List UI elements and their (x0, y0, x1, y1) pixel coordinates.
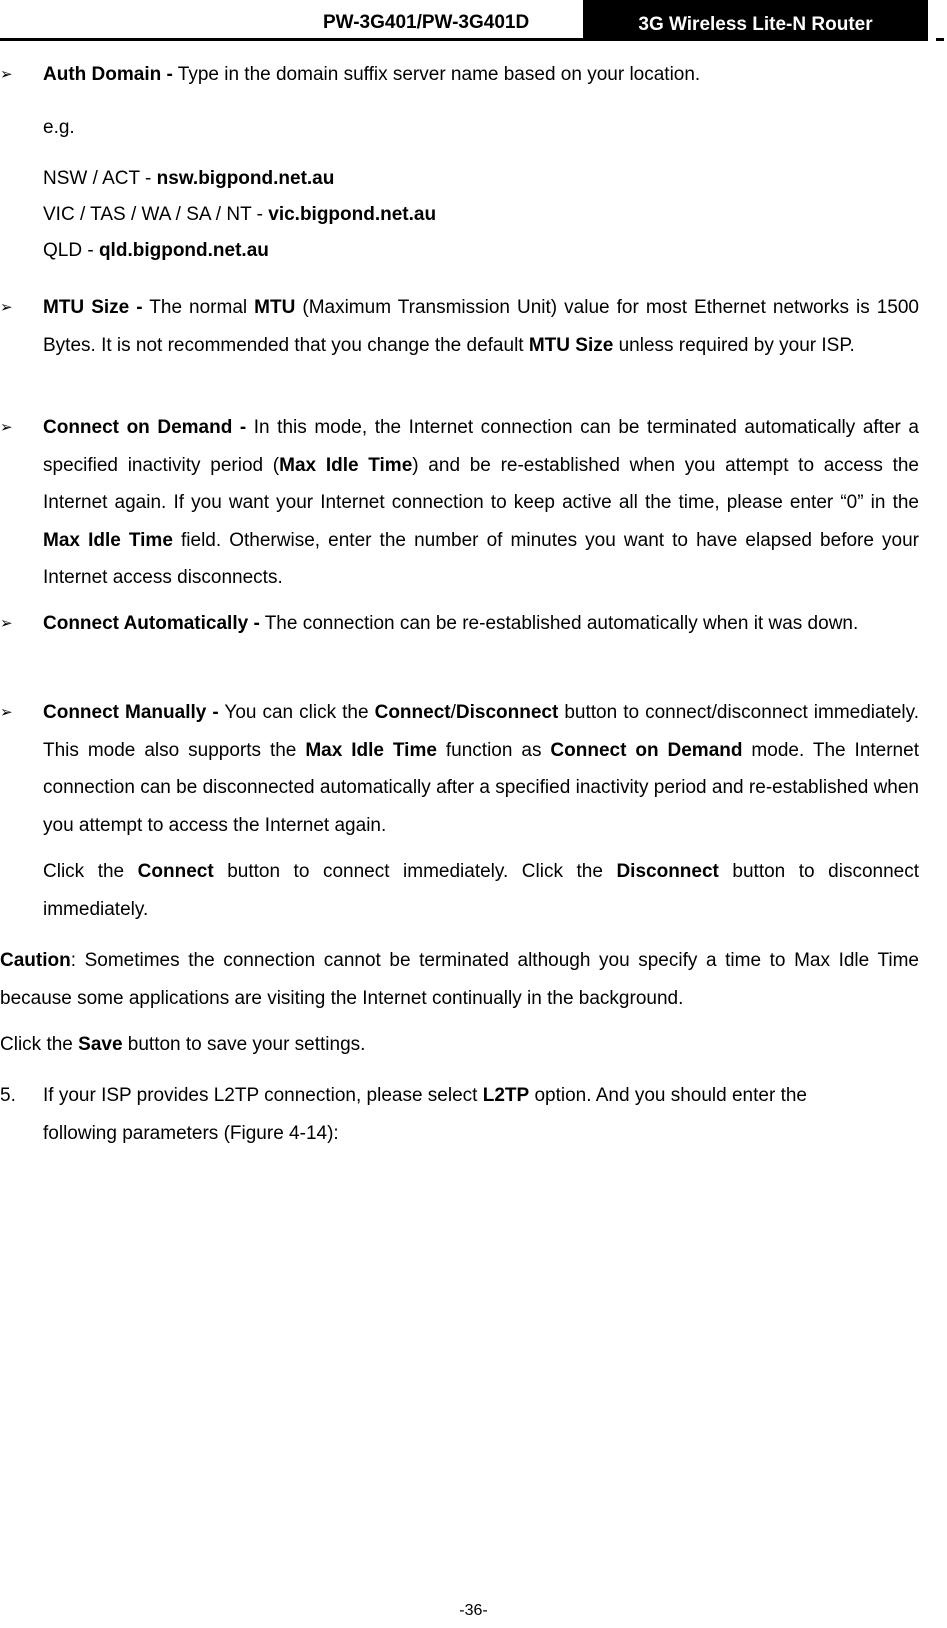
page-number: -36- (459, 1602, 488, 1619)
connect-manually-term: Connect Manually - (43, 702, 219, 723)
connect-on-demand-term: Connect on Demand - (43, 417, 247, 438)
connect-manually-note: Click the Connect button to connect immediately. Click the Disconnect button to disconnect immediately. (43, 861, 919, 920)
step-5-text: If your ISP provides L2TP connection, please select L2TP option. And you should enter the following parameters (Figure 4-14): (43, 1085, 807, 1144)
connect-on-demand-item: Connect on Demand - In this mode, the Internet connection can be terminated automatically after a specified inactivity period (Max Idle Time) and be re-established when you attempt to access the Internet again. If you want your Internet connection to keep active all the time, please enter “0” in the Max Idle Time field. Otherwise, enter the number of minutes you want to have elapsed before your Internet access disconnects. (43, 417, 919, 588)
connect-automatically-item: Connect Automatically - The connection can be re-established automatically when it was down. (43, 613, 859, 634)
bullet-icon: ➢ (0, 419, 13, 436)
header-rule (0, 38, 583, 41)
header-rule-end (936, 38, 944, 41)
bullet-icon: ➢ (0, 704, 13, 721)
domain-row: NSW / ACT - nsw.bigpond.net.au (43, 168, 335, 189)
bullet-icon: ➢ (0, 615, 13, 632)
bullet-icon: ➢ (0, 66, 13, 83)
connect-automatically-term: Connect Automatically - (43, 613, 260, 634)
domain-row: VIC / TAS / WA / SA / NT - vic.bigpond.net.au (43, 204, 437, 225)
model-name: PW-3G401/PW-3G401D (323, 12, 530, 33)
eg-label: e.g. (43, 117, 75, 138)
auth-domain-term: Auth Domain - (43, 64, 173, 85)
bullet-icon: ➢ (0, 299, 13, 316)
step-number: 5. (0, 1085, 16, 1106)
mtu-size-item: MTU Size - The normal MTU (Maximum Transmission Unit) value for most Ethernet networks is 1500 Bytes. It is not recommended that you change the default MTU Size unless required by your ISP. (43, 297, 919, 356)
mtu-size-term: MTU Size - (43, 297, 143, 318)
product-name: 3G Wireless Lite-N Router (583, 0, 928, 41)
auth-domain-item: Auth Domain - Type in the domain suffix server name based on your location. (43, 64, 701, 85)
caution-note: Caution: Sometimes the connection cannot be terminated although you specify a time to Max Idle Time because some applications are visiting the Internet continually in the background. (0, 950, 919, 1009)
connect-manually-item: Connect Manually - You can click the Connect/Disconnect button to connect/disconnect immediately. This mode also supports the Max Idle Time function as Connect on Demand mode. The Internet connection can be disconnected automatically after a specified inactivity period and re-established when you attempt to access the Internet again. (43, 702, 919, 836)
caution-term: Caution (0, 950, 71, 971)
domain-row: QLD - qld.bigpond.net.au (43, 240, 269, 261)
save-note: Click the Save button to save your settings. (0, 1034, 366, 1055)
page-header (0, 0, 947, 42)
